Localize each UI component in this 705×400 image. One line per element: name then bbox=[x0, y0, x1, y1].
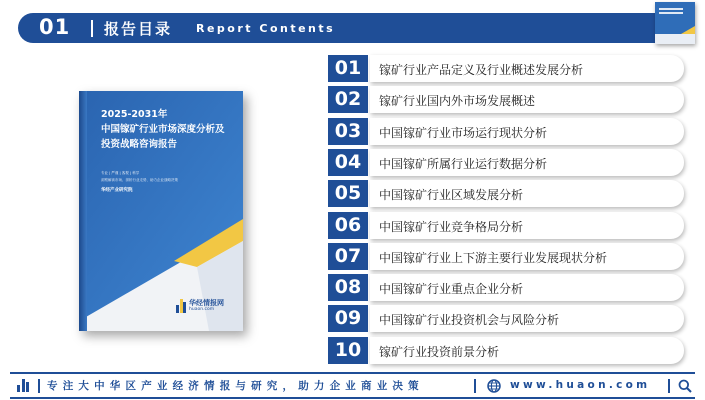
logo-name: 华经情报网 bbox=[189, 299, 224, 307]
toc-label: 中国镓矿行业重点企业分析 bbox=[379, 282, 524, 297]
section-header bbox=[18, 13, 692, 43]
toc-item[interactable] bbox=[328, 180, 686, 207]
toc-item[interactable] bbox=[328, 337, 686, 364]
report-thumbnail bbox=[655, 2, 695, 44]
toc-item[interactable] bbox=[328, 212, 686, 239]
toc-item[interactable] bbox=[328, 243, 686, 270]
search-icon[interactable] bbox=[678, 379, 692, 393]
section-title: 报告目录 bbox=[104, 20, 173, 38]
toc-label: 中国镓矿行业竞争格局分析 bbox=[379, 219, 524, 234]
toc-number: 05 bbox=[328, 180, 368, 207]
toc-label: 中国镓矿所属行业运行数据分析 bbox=[379, 156, 548, 171]
toc-number: 09 bbox=[328, 305, 368, 332]
footer-divider bbox=[38, 379, 40, 393]
footer-rule-bottom bbox=[10, 397, 695, 399]
toc-label: 镓矿行业投资前景分析 bbox=[379, 344, 500, 359]
toc-label: 中国镓矿行业上下游主要行业发展现状分析 bbox=[379, 250, 608, 265]
toc-number: 02 bbox=[328, 86, 368, 113]
cover-tags: 专业 | 严谨 | 客观 | 科学 bbox=[101, 171, 140, 175]
footer-divider bbox=[474, 379, 476, 393]
cover-title: 2025-2031年 中国镓矿行业市场深度分析及 投资战略咨询报告 bbox=[101, 109, 225, 150]
toc-label: 镓矿行业产品定义及行业概述发展分析 bbox=[379, 63, 584, 77]
toc-label: 镓矿行业国内外市场发展概述 bbox=[379, 94, 536, 109]
toc-item[interactable] bbox=[328, 149, 686, 176]
footer-divider bbox=[668, 379, 670, 393]
footer-bar bbox=[0, 372, 705, 400]
toc-label: 中国镓矿行业市场运行现状分析 bbox=[379, 125, 548, 140]
toc-item[interactable] bbox=[328, 86, 686, 113]
cover-spine bbox=[79, 91, 87, 331]
logo-icon bbox=[176, 299, 186, 313]
toc-label: 中国镓矿行业投资机会与风险分析 bbox=[379, 313, 560, 328]
logo-icon bbox=[17, 379, 31, 392]
globe-icon bbox=[487, 379, 501, 393]
logo-url: huaon.com bbox=[189, 307, 215, 312]
report-cover bbox=[79, 91, 243, 331]
toc-item[interactable] bbox=[328, 55, 686, 82]
toc-number: 01 bbox=[328, 55, 368, 82]
toc-number: 10 bbox=[328, 337, 368, 364]
toc-number: 04 bbox=[328, 149, 368, 176]
cover-logo bbox=[176, 299, 224, 313]
toc-number: 08 bbox=[328, 274, 368, 301]
toc-label: 中国镓矿行业区域发展分析 bbox=[379, 188, 524, 203]
toc-number: 07 bbox=[328, 243, 368, 270]
footer-rule-top bbox=[10, 372, 695, 374]
section-subtitle-en: Report Contents bbox=[196, 22, 336, 35]
cover-publisher: 华经产业研究院 bbox=[101, 188, 133, 193]
cover-tagline: 洞察解读市场、剖析行业走势、助力企业战略决策 bbox=[101, 178, 178, 182]
header-divider bbox=[91, 20, 93, 37]
toc-item[interactable] bbox=[328, 274, 686, 301]
toc-number: 03 bbox=[328, 118, 368, 145]
footer-slogan: 专注大中华区产业经济情报与研究，助力企业商业决策 bbox=[47, 380, 424, 392]
toc-item[interactable] bbox=[328, 305, 686, 332]
section-number: 01 bbox=[39, 15, 71, 39]
toc-item[interactable] bbox=[328, 118, 686, 145]
footer-website[interactable]: www.huaon.com bbox=[510, 379, 651, 391]
toc-number: 06 bbox=[328, 212, 368, 239]
